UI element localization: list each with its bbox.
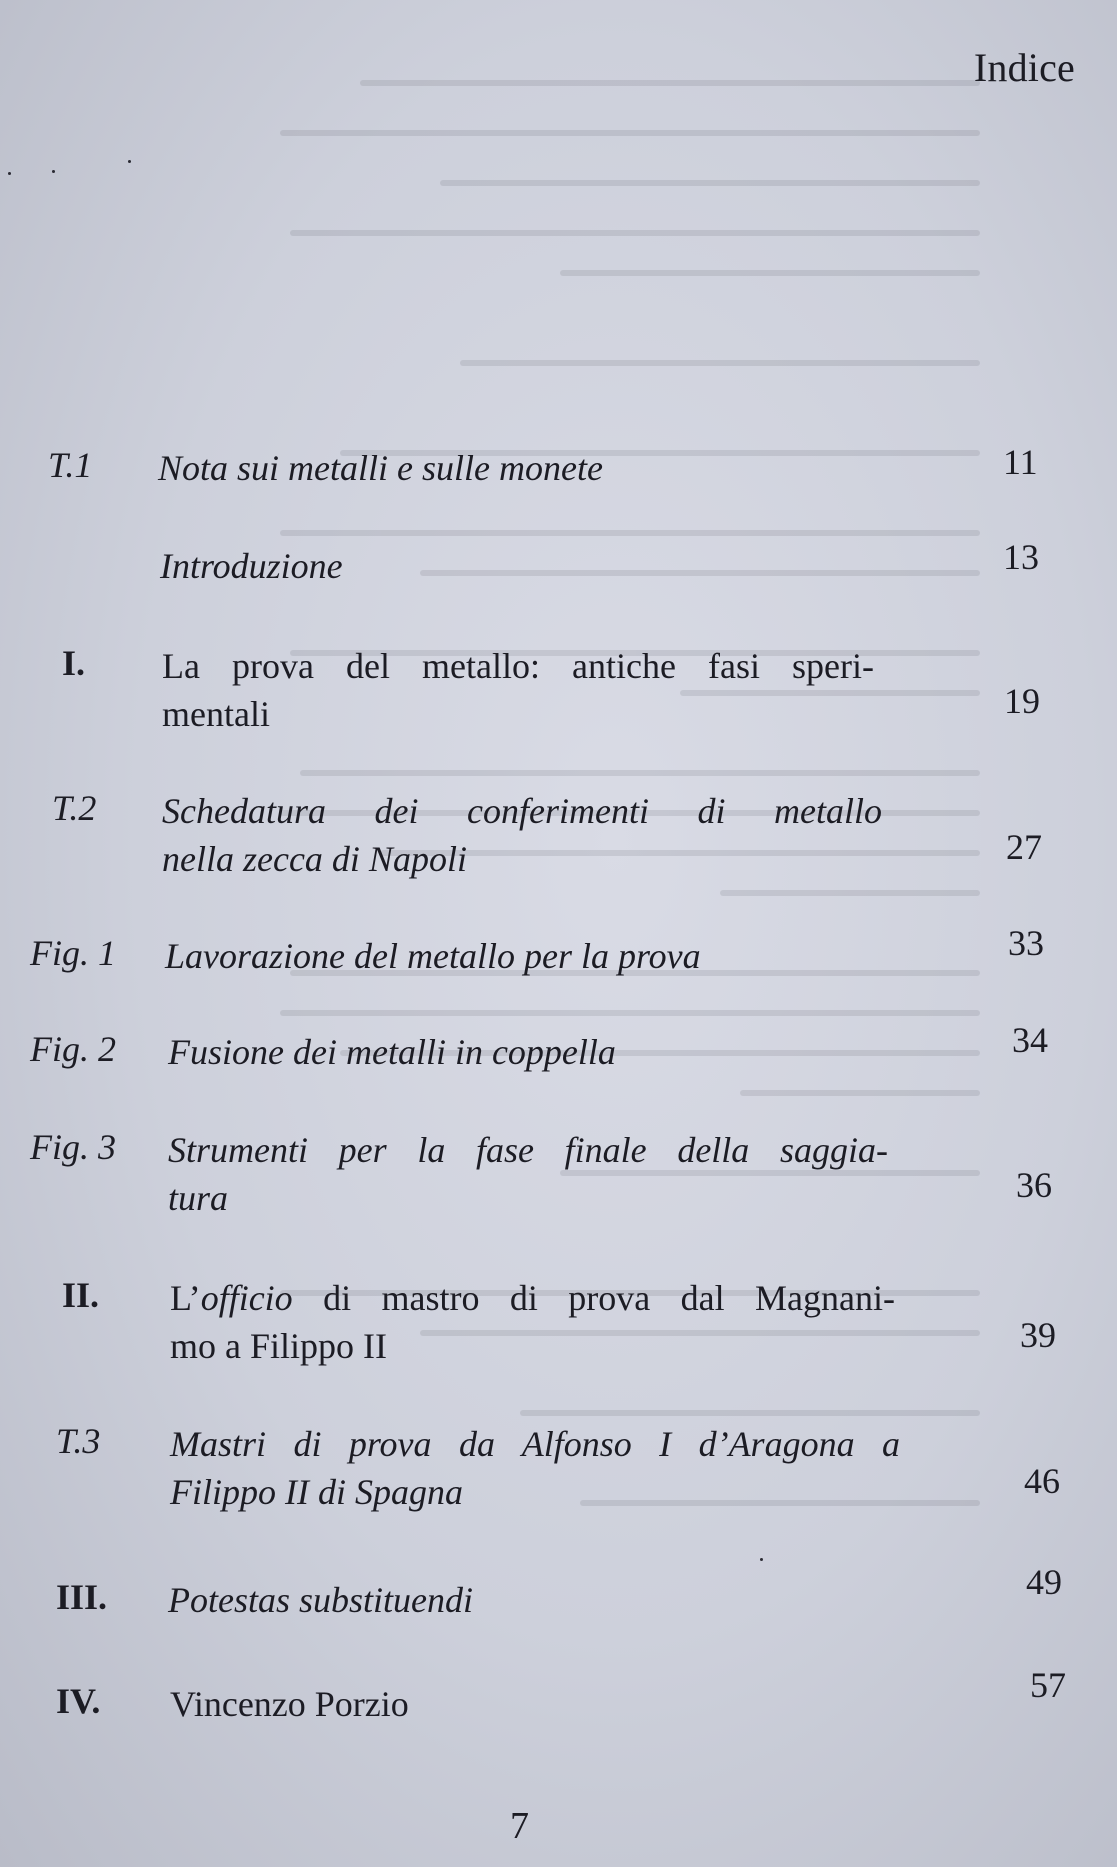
entry-title-line: Filippo II di Spagna: [170, 1472, 463, 1512]
entry-title-line: La prova del metallo: antiche fasi speri-: [162, 646, 874, 686]
entry-label: Fig. 2: [30, 1029, 116, 1069]
entry-page-number: 39: [1020, 1315, 1056, 1355]
entry-label: T.1: [48, 445, 93, 485]
entry-title: [168, 1126, 888, 1222]
title-italic-word: officio: [200, 1278, 293, 1318]
title-text: di mastro di prova dal Magnani-: [292, 1278, 895, 1318]
entry-label: II.: [62, 1275, 100, 1315]
entry-title: [165, 932, 885, 980]
entry-title-line: mo a Filippo II: [170, 1326, 387, 1366]
speck: [760, 1558, 763, 1561]
entry-title-line: Vincenzo Porzio: [170, 1684, 409, 1724]
entry-label: T.2: [52, 788, 97, 828]
entry-title: [170, 1420, 900, 1516]
entry-title: [168, 1028, 888, 1076]
entry-title-line: Fusione dei metalli in coppella: [168, 1032, 616, 1072]
title-text: L’: [170, 1278, 201, 1318]
entry-page-number: 19: [1004, 681, 1040, 721]
page-number: 7: [510, 1805, 529, 1847]
entry-title-line: tura: [168, 1178, 229, 1218]
entry-page-number: 11: [1003, 442, 1038, 482]
entry-page-number: 49: [1026, 1562, 1062, 1602]
entry-title-line: Schedatura dei conferimenti di metallo: [162, 791, 882, 831]
entry-page-number: 34: [1012, 1020, 1048, 1060]
entry-page-number: 57: [1030, 1665, 1066, 1705]
speck: [128, 160, 131, 163]
entry-title: [158, 444, 878, 492]
entry-label: IV.: [56, 1681, 101, 1721]
entry-title: [162, 642, 874, 738]
entry-title-line: [170, 1274, 895, 1322]
entry-label: Fig. 1: [30, 933, 116, 973]
entry-title: [162, 787, 882, 883]
entry-label: III.: [56, 1577, 108, 1617]
entry-title-line: mentali: [162, 694, 270, 734]
entry-page-number: 27: [1006, 827, 1042, 867]
entry-page-number: 46: [1024, 1461, 1060, 1501]
entry-page-number: 36: [1016, 1165, 1052, 1205]
speck: [8, 172, 11, 175]
entry-title-line: Mastri di prova da Alfonso I d’Aragona a: [170, 1424, 900, 1464]
entry-title-line: Strumenti per la fase finale della saggia-: [168, 1130, 888, 1170]
entry-title-line: Potestas substituendi: [168, 1580, 473, 1620]
speck: [52, 170, 55, 173]
entry-page-number: 13: [1003, 537, 1039, 577]
entry-title-line: Introduzione: [160, 546, 343, 586]
entry-label: T.3: [56, 1421, 101, 1461]
entry-label: Fig. 3: [30, 1127, 116, 1167]
entry-title: [170, 1680, 900, 1728]
entry-title-line: Lavorazione del metallo per la prova: [165, 936, 701, 976]
entry-page-number: 33: [1008, 923, 1044, 963]
entry-label: I.: [62, 643, 86, 683]
entry-title: [170, 1274, 895, 1370]
entry-title: [160, 542, 880, 590]
entry-title: [168, 1576, 898, 1624]
entry-title-line: Nota sui metalli e sulle monete: [158, 448, 603, 488]
entry-title-line: nella zecca di Napoli: [162, 839, 467, 879]
running-head: Indice: [973, 45, 1075, 90]
